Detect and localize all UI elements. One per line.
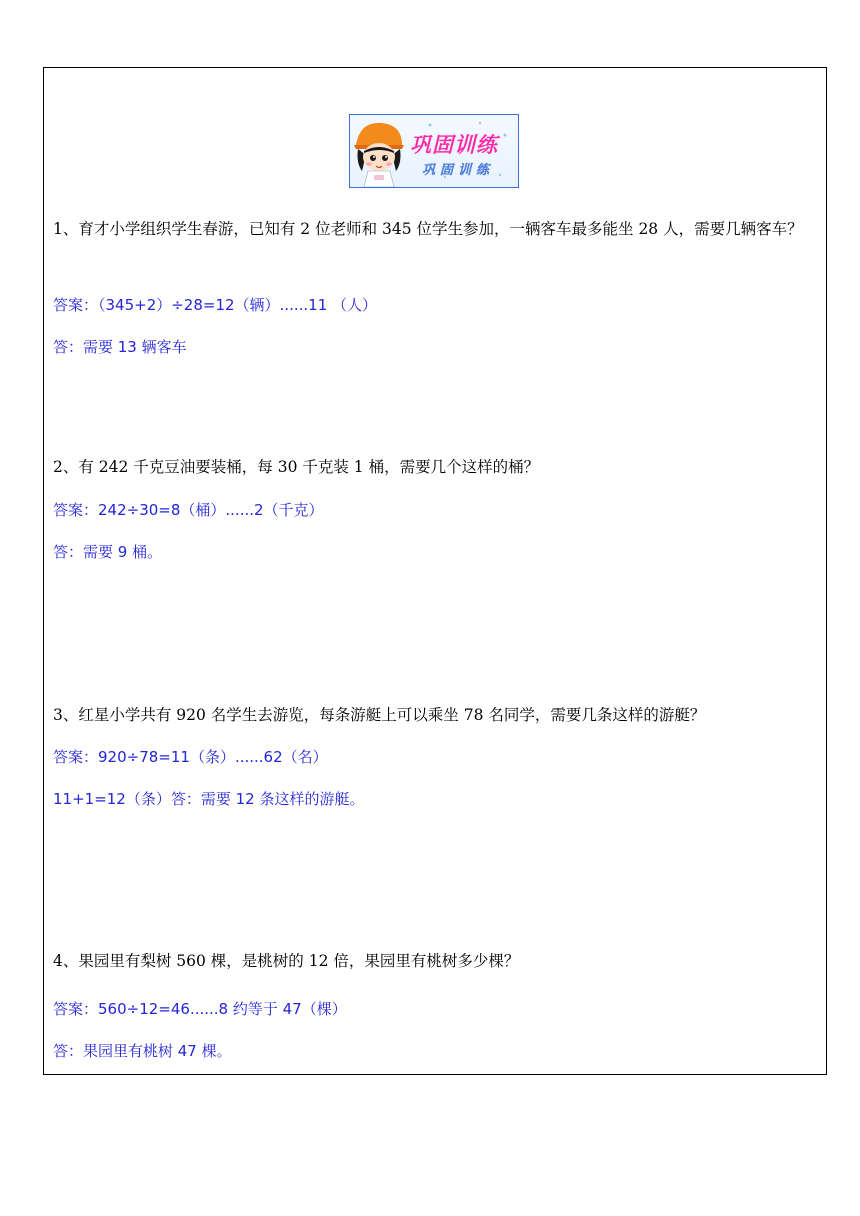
answer-4-line-1: 答案：560÷12=46......8 约等于 47（棵） <box>53 1000 347 1018</box>
content-frame <box>43 67 827 1075</box>
answer-1-line-1: 答案：（345+2）÷28=12（辆）......11 （人） <box>53 296 378 314</box>
answer-3-line-1: 答案：920÷78=11（条）......62（名） <box>53 748 328 766</box>
answer-4-line-2: 答：果园里有桃树 47 棵。 <box>53 1042 232 1060</box>
answer-3-line-2: 11+1=12（条）答：需要 12 条这样的游艇。 <box>53 790 365 808</box>
banner-title: 巩固训练 <box>410 133 498 157</box>
answer-2-line-1: 答案：242÷30=8（桶）......2（千克） <box>53 501 324 519</box>
answer-2-line-2: 答：需要 9 桶。 <box>53 543 163 561</box>
question-2: 2、有 242 千克豆油要装桶，每 30 千克装 1 桶，需要几个这样的桶？ <box>53 458 540 476</box>
answer-1-line-2: 答：需要 13 辆客车 <box>53 338 187 356</box>
practice-banner <box>349 114 519 188</box>
banner-subtitle: 巩固训练 <box>422 163 495 178</box>
question-3: 3、红星小学共有 920 名学生去游览，每条游艇上可以乘坐 78 名同学，需要几条这样的游艇？ <box>53 706 706 724</box>
question-4: 4、果园里有梨树 560 棵，是桃树的 12 倍，果园里有桃树多少棵？ <box>53 952 520 970</box>
question-1: 1、育才小学组织学生春游，已知有 2 位老师和 345 位学生参加，一辆客车最多能坐 28 人，需要几辆客车？ <box>53 220 803 238</box>
